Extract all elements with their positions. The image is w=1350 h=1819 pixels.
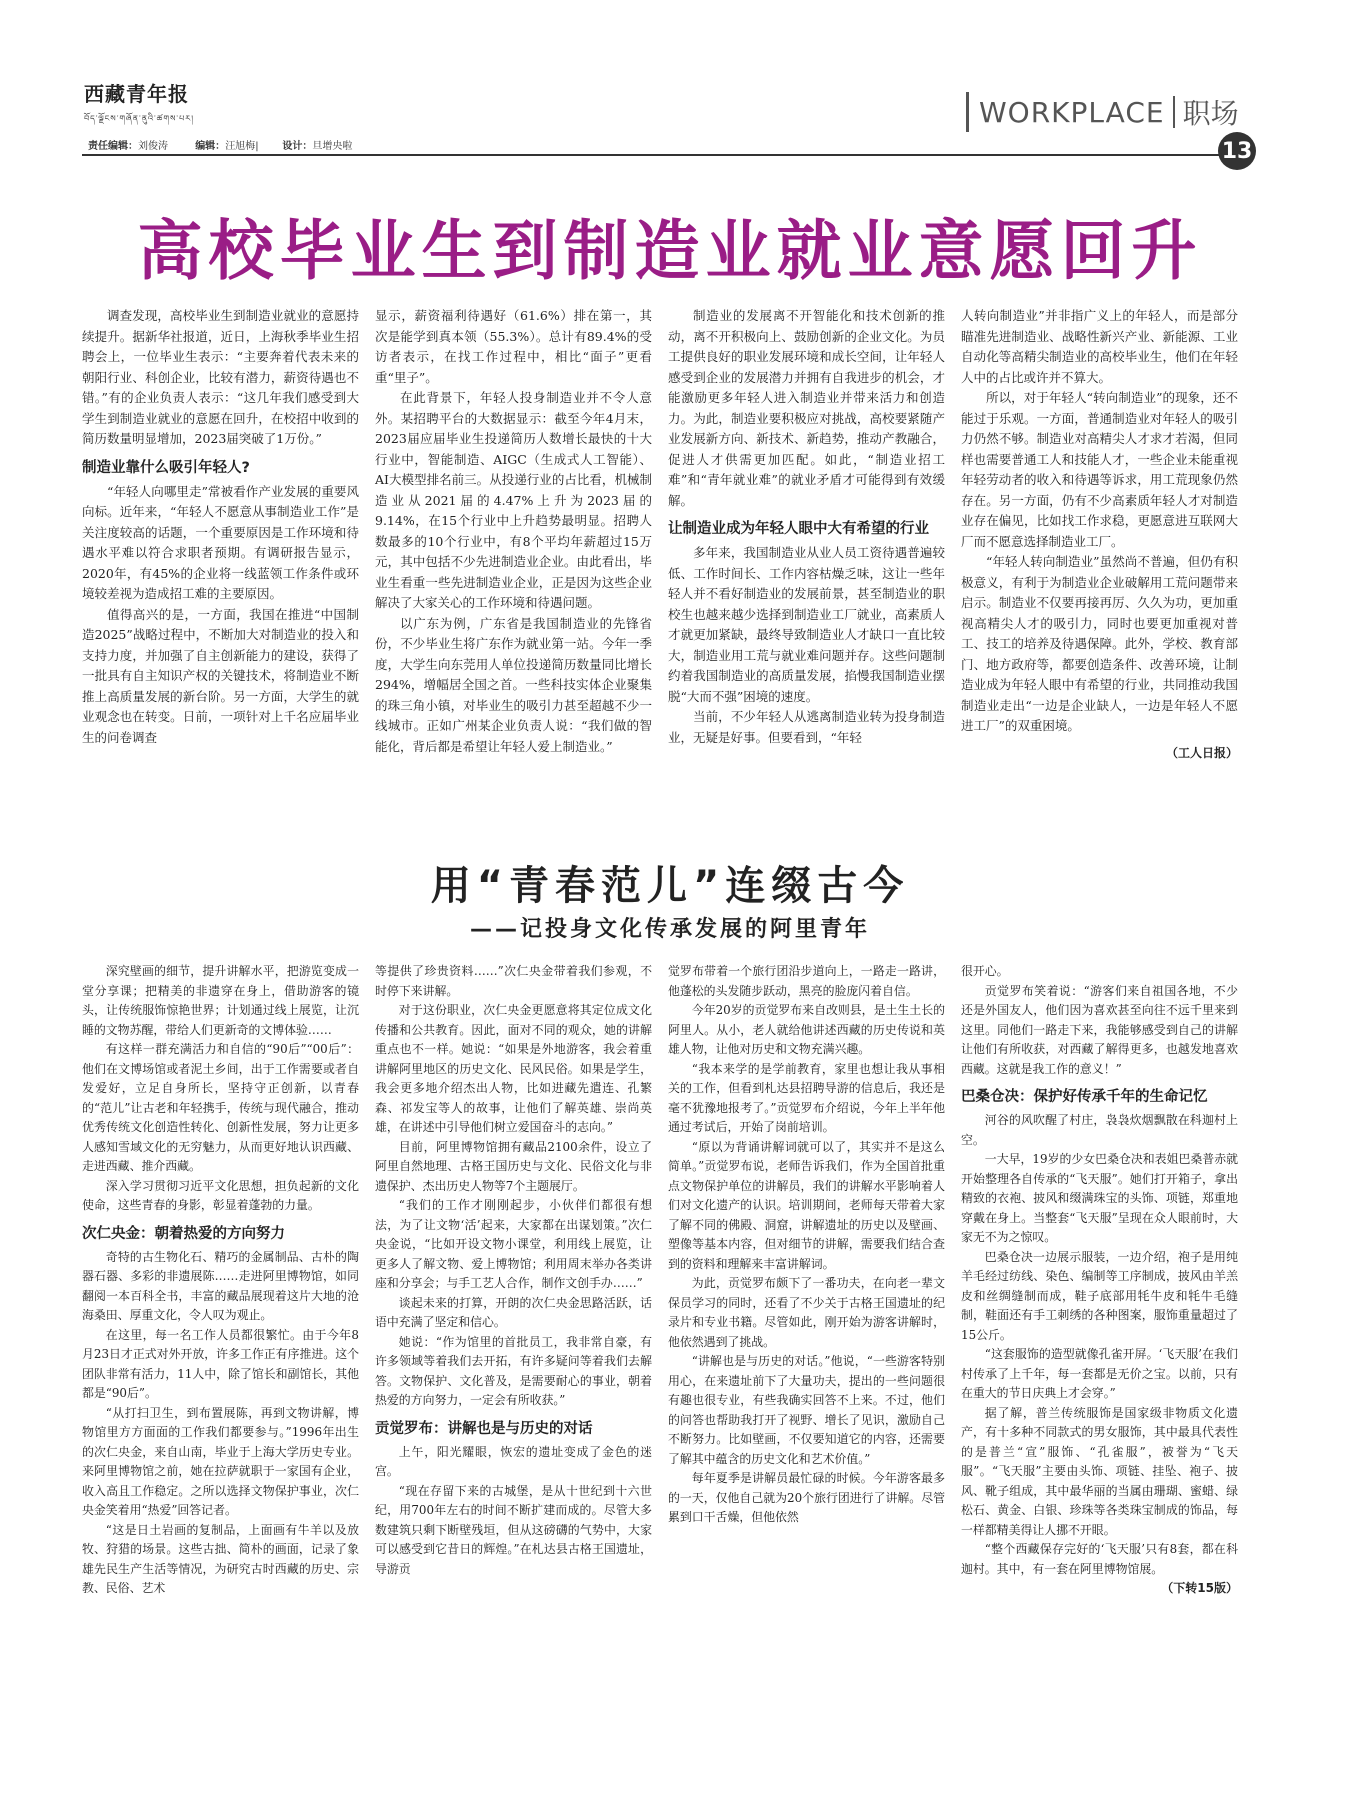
paragraph: 当前，不少年轻人从逃离制造业转为投身制造业，无疑是好事。但要看到，“年轻 bbox=[668, 709, 945, 745]
paragraph: “讲解也是与历史的对话。”他说，“一些游客特别用心，在来遗址前下了大量功夫，提出的一些问题很有趣也很专业，有些我确实回答不上来。不过，他们的问答也帮助我打开了视野、增长了见识，激励自己不断努力。比如壁画，不仅要知道它的内容，还需要了解其中蕴含的历史文化和艺术价值。” bbox=[668, 1354, 945, 1466]
paragraph: 巴桑仓决一边展示服装，一边介绍，袍子是用纯羊毛经过纺线、染色、编制等工序制成，披风由羊羔皮和丝绸缝制而成，鞋子底部用牦牛皮和牦牛毛缝制，鞋面还有手工刺绣的各种图案，服饰重量超过了15公斤。 bbox=[961, 1249, 1238, 1342]
article2-body bbox=[82, 962, 1238, 1599]
paragraph: 调查发现，高校毕业生到制造业就业的意愿持续提升。据新华社报道，近日，上海秋季毕业生招聘会上，一位毕业生表示：“主要奔着代表未来的朝阳行业、科创企业，比较有潜力，薪资待遇也不错。”有的企业负责人表示：“这几年我们感受到大学生到制造业就业的意愿在回升，在校招中收到的简历数量明显增加，2023届突破了1万份。” bbox=[82, 308, 359, 446]
paragraph: 觉罗布带着一个旅行团沿步道向上，一路走一路讲，他蓬松的头发随步跃动，黑亮的脸庞闪着自信。 bbox=[668, 964, 945, 998]
paragraph: 奇特的古生物化石、精巧的金属制品、古朴的陶器石器、多彩的非遗展陈……走进阿里博物馆，如同翻阅一本百科全书，丰富的藏品展现着这片大地的沧海桑田、厚重文化，令人叹为观止。 bbox=[82, 1249, 359, 1322]
paragraph: “我们的工作才刚刚起步，小伙伴们都很有想法，为了让文物‘活’起来，大家都在出谋划策。”次仁央金说，“比如开设文物小课堂，利用线上展览，让更多人了解文物、爱上博物馆；利用周末举办各类讲座和分享会；与手工艺人合作，制作文创手办……” bbox=[375, 1198, 652, 1290]
paragraph: 河谷的风吹醒了村庄，袅袅炊烟飘散在科迦村上空。 bbox=[961, 1113, 1238, 1147]
designer: 旦增央啦 bbox=[312, 141, 353, 152]
paragraph: 等提供了珍贵资料……”次仁央金带着我们参观，不时停下来讲解。 bbox=[375, 964, 652, 998]
paragraph: 她说：“作为馆里的首批员工，我非常自豪，有许多领域等着我们去开拓，有许多疑问等着我们去解答。文物保护、文化普及，是需要耐心的事业，朝着热爱的方向努力，一定会有所收获。” bbox=[375, 1334, 652, 1407]
paragraph: “整个西藏保存完好的‘飞天服’只有8套，都在科迦村。其中，有一套在阿里博物馆展。 bbox=[961, 1542, 1238, 1576]
paragraph: 值得高兴的是，一方面，我国在推进“中国制造2025”战略过程中，不断加大对制造业的投入和支持力度，并加强了自主创新能力的建设，获得了一批具有自主知识产权的关键技术，将制造业不断推上高质量发展的新台阶。另一方面，大学生的就业观念也在转变。日前，一项针对上千名应届毕业生的问卷调查 bbox=[82, 606, 359, 745]
paragraph: 在此背景下，年轻人投身制造业并不令人意外。某招聘平台的大数据显示：截至今年4月末，2023届应届毕业生投递简历人数增长最快的十大行业中，智能制造、AIGC（生成式人工智能）、AI大模型排名前三。从投递行业的占比看，机械制造业从2021届的4.47%上升为2023届的9.14%，在15个行业中上升趋势最明显。招聘人数最多的10个行业中，有8个平均年薪超过15万元，其中包括不少先进制造业企业。由此看出，毕业生看重一些先进制造业企业，正是因为这些企业解决了大家关心的工作环境和待遇问题。 bbox=[375, 390, 652, 610]
section-name-cn: 职场 bbox=[1182, 97, 1239, 130]
editor-in-charge: 刘俊涛 bbox=[138, 141, 168, 152]
paragraph: 以广东为例，广东省是我国制造业的先锋省份，不少毕业生将广东作为就业第一站。今年一季度，大学生向东莞用人单位投递简历数量同比增长294%，增幅居全国之首。一些科技实体企业聚集的珠三角小镇，对毕业生的吸引力甚至超越不少一线城市。正如广州某企业负责人说：“我们做的智能化，背后都是希望让年轻人爱上制造业。” bbox=[375, 615, 652, 754]
paragraph: 深究壁画的细节，提升讲解水平，把游览变成一堂分享课；把精美的非遗穿在身上，借助游客的镜头，让传统服饰惊艳世界；计划通过线上展览，让沉睡的文物苏醒，带给人们更新奇的文博体验…… bbox=[82, 964, 359, 1037]
paragraph: 所以，对于年轻人“转向制造业”的现象，还不能过于乐观。一方面，普通制造业对年轻人的吸引力仍然不够。制造业对高精尖人才求才若渴，但同样也需要普通工人和技能人才，一些企业未能重视年轻劳动者的收入和待遇等诉求，用工荒现象仍然存在。另一方面，仍有不少高素质年轻人才对制造业存在偏见，比如找工作求稳，更愿意进互联网大厂而不愿意选择制造业工厂。 bbox=[961, 390, 1238, 549]
article1-headline: 高校毕业生到制造业就业意愿回升 bbox=[137, 214, 1203, 289]
paragraph: 每年夏季是讲解员最忙碌的时候。今年游客最多的一天，仅他自己就为20个旅行团进行了讲解。尽管累到口干舌燥，但他依然 bbox=[668, 1471, 945, 1524]
credits: 责任编辑：刘俊涛 编辑：汪旭梅| 设计：旦增央啦 bbox=[88, 141, 353, 152]
article2-col1 bbox=[82, 962, 359, 1599]
section-name-en: WORKPLACE bbox=[979, 95, 1165, 129]
section-divider bbox=[1173, 96, 1175, 128]
article1-col4 bbox=[961, 306, 1238, 763]
header-rule bbox=[82, 154, 1252, 156]
page-number: 13 bbox=[1218, 132, 1256, 170]
paragraph: 今年20岁的贡觉罗布来自改则县，是土生土长的阿里人。从小，老人就给他讲述西藏的历史传说和英雄人物，让他对历史和文物充满兴趣。 bbox=[668, 1003, 945, 1056]
paragraph: 很开心。 bbox=[961, 964, 1009, 978]
masthead bbox=[84, 78, 194, 132]
paragraph: “现在存留下来的古城堡，是从十世纪到十六世纪，用700年左右的时间不断扩建而成的。尽管大多数建筑只剩下断壁残垣，但从这磅礴的气势中，大家可以感受到它昔日的辉煌。”在札达县古格王国遗址，导游贡 bbox=[375, 1483, 652, 1576]
article2-col3 bbox=[668, 962, 945, 1599]
article2-subheadline: ——记投身文化传承发展的阿里青年 bbox=[469, 917, 870, 942]
continued-note: （下转15版） bbox=[1161, 1581, 1238, 1595]
article2-headline: 用“青春范儿”连缀古今 bbox=[430, 863, 910, 909]
paragraph: 目前，阿里博物馆拥有藏品2100余件，设立了阿里自然地理、古格王国历史与文化、民俗文化与非遗保护、杰出历史人物等7个主题展厅。 bbox=[375, 1139, 652, 1193]
paragraph: 深入学习贯彻习近平文化思想，担负起新的文化使命，这些青春的身影，彰显着蓬勃的力量。 bbox=[82, 1178, 359, 1212]
editor-label: 编辑： bbox=[195, 141, 226, 152]
editor-in-charge-label: 责任编辑： bbox=[88, 141, 138, 152]
paragraph: 对于这份职业，次仁央金更愿意将其定位成文化传播和公共教育。因此，面对不同的观众，她的讲解重点也不一样。她说：“如果是外地游客，我会着重讲解阿里地区的历史文化、民风民俗。如果是学生，我会更多地介绍杰出人物，比如进藏先遣连、孔繁森、祁发宝等人的故事，让他们了解英雄、崇尚英雄，在讲述中引导他们树立爱国奋斗的志向。” bbox=[375, 1003, 652, 1134]
paragraph: “年轻人向哪里走”常被看作产业发展的重要风向标。近年来，“年轻人不愿意从事制造业工作”是关注度较高的话题，一个重要原因是工作环境和待遇水平难以符合求职者预期。有调研报告显示，2020年，有45%的企业将一线蓝领工作条件或环境较差视为造成招工难的主要原因。 bbox=[82, 483, 359, 601]
paragraph: 谈起未来的打算，开朗的次仁央金思路活跃，话语中充满了坚定和信心。 bbox=[375, 1295, 652, 1329]
paragraph: 显示，薪资福利待遇好（61.6%）排在第一，其次是能学到真本领（55.3%）。总计有89.4%的受访者表示，在找工作过程中，相比“面子”更看重“里子”。 bbox=[375, 308, 652, 385]
paragraph: 制造业的发展离不开智能化和技术创新的推动，离不开积极向上、鼓励创新的企业文化。为员工提供良好的职业发展环境和成长空间，让年轻人感受到企业的发展潜力并拥有自我进步的机会，才能激励更多年轻人进入制造业并带来活力和创造力。为此，制造业要积极应对挑战，高校要紧随产业发展新方向、新技术、新趋势，推动产教融合，促进人才供需更加匹配。如此，“制造业招工难”和“青年就业难”的就业矛盾才可能得到有效缓解。 bbox=[668, 308, 945, 508]
editor: 汪旭梅 bbox=[225, 141, 256, 152]
article1-col1 bbox=[82, 306, 359, 763]
paragraph: 上午，阳光耀眼，恢宏的遗址变成了金色的迷宫。 bbox=[375, 1444, 652, 1478]
paragraph: 多年来，我国制造业从业人员工资待遇普遍较低、工作时间长、工作内容枯燥乏味，这让一些年轻人并不看好制造业的发展前景，甚至制造业的职校生也越来越少选择到制造业工厂就业，高素质人才就更加紧缺，最终导致制造业人才缺口一直比较大，制造业用工荒与就业难问题并存。这些问题制约着我国制造业的高质量发展，掐慢我国制造业摆脱“大而不强”困境的速度。 bbox=[668, 545, 945, 704]
section-bar bbox=[966, 92, 969, 132]
paragraph: 据了解，普兰传统服饰是国家级非物质文化遗产，有十多种不同款式的男女服饰，其中最具代表性的是普兰“宣”服饰、“孔雀服”，被誉为“飞天服”。“飞天服”主要由头饰、项链、挂坠、袍子、披风、靴子组成，其中最华丽的当属由珊瑚、蜜蜡、绿松石、黄金、白银、珍珠等各类珠宝制成的饰品，每一样都精美得让人挪不开眼。 bbox=[961, 1405, 1238, 1537]
article1-col3 bbox=[668, 306, 945, 763]
newspaper-name-tibetan: བོད་ལྗོངས་གཞོན་ནུའི་ཚགས་པར། bbox=[84, 114, 194, 123]
paragraph: 贡觉罗布笑着说：“游客们来自祖国各地，不少还是外国友人，他们因为喜欢甚至向往不远千里来到这里。同他们一路走下来，我能够感受到自己的讲解让他们有所收获，对西藏了解得更多，也越发地喜欢西藏。这就是我工作的意义！” bbox=[961, 983, 1238, 1076]
article1-source: （工人日报） bbox=[1165, 745, 1238, 760]
section-tag bbox=[966, 92, 1239, 132]
subheading: 让制造业成为年轻人眼中大有希望的行业 bbox=[668, 521, 929, 537]
article2-col4 bbox=[961, 962, 1238, 1599]
newspaper-name: 西藏青年报 bbox=[84, 82, 189, 106]
subheading: 巴桑仓决：保护好传承千年的生命记忆 bbox=[961, 1089, 1208, 1105]
paragraph: “原以为背诵讲解词就可以了，其实并不是这么简单。”贡觉罗布说，老师告诉我们，作为全国首批重点文物保护单位的讲解员，我们的讲解水平影响着人们对文化遗产的认识。培训期间，老师每天带着大家了解不同的佛殿、洞窟，讲解遗址的历史以及壁画、塑像等基本内容，但对细节的讲解，需要我们结合查到的资料和理解来丰富讲解词。 bbox=[668, 1139, 945, 1271]
subheading: 次仁央金：朝着热爱的方向努力 bbox=[82, 1225, 285, 1242]
article1-body bbox=[82, 306, 1238, 763]
paragraph: “从打扫卫生，到布置展陈，再到文物讲解，博物馆里方方面面的工作我们都要参与。”1996年出生的次仁央金，来自山南，毕业于上海大学历史专业。来阿里博物馆之前，她在拉萨就职于一家国有企业，收入高且工作稳定。之所以选择文物保护事业，次仁央金笑着用“热爱”回答记者。 bbox=[82, 1405, 359, 1517]
subheading: 贡觉罗布：讲解也是与历史的对话 bbox=[375, 1420, 593, 1437]
paragraph: 有这样一群充满活力和自信的“90后”“00后”：他们在文博场馆或者泥土乡间，出于工作需要或者自发爱好，立足自身所长，坚持守正创新，以青春的“范儿”让古老和年轻携手，传统与现代融合，推动优秀传统文化创造性转化、创新性发展，努力让更多人感知雪域文化的无穷魅力，从而更好地认识西藏、走进西藏、推介西藏。 bbox=[82, 1042, 359, 1173]
paragraph: “我本来学的是学前教育，家里也想让我从事相关的工作，但看到札达县招聘导游的信息后，我还是毫不犹豫地报考了。”贡觉罗布介绍说，今年上半年他通过考试后，开始了岗前培训。 bbox=[668, 1061, 945, 1134]
paragraph: 一大早，19岁的少女巴桑仓决和表姐巴桑普赤就开始整理各自传承的“飞天服”。她们打开箱子，拿出精致的衣袍、披风和缀满珠宝的头饰、项链，郑重地穿戴在身上。当整套“飞天服”呈现在众人眼前时，大家无不为之惊叹。 bbox=[961, 1152, 1238, 1244]
paragraph: “这是日土岩画的复制品，上面画有牛羊以及放牧、狩猎的场景。这些古拙、简朴的画面，记录了象雄先民生产生活等情况，为研究古时西藏的历史、宗教、民俗、艺术 bbox=[82, 1522, 359, 1595]
paragraph: 人转向制造业”并非指广义上的年轻人，而是部分瞄准先进制造业、战略性新兴产业、新能源、工业自动化等高精尖制造业的高校毕业生，他们在年轻人中的占比或许并不算大。 bbox=[961, 308, 1238, 385]
paragraph: “这套服饰的造型就像孔雀开屏。‘飞天服’在我们村传承了上千年，每一套都是无价之宝。以前，只有在重大的节日庆典上才会穿。” bbox=[961, 1347, 1238, 1400]
paragraph: 为此，贡觉罗布颇下了一番功夫，在向老一辈文保员学习的同时，还看了不少关于古格王国遗址的纪录片和专业书籍。尽管如此，刚开始为游客讲解时，他依然遇到了挑战。 bbox=[668, 1276, 945, 1349]
article2-col2 bbox=[375, 962, 652, 1599]
subheading: 制造业靠什么吸引年轻人? bbox=[82, 459, 250, 476]
designer-label: 设计： bbox=[282, 141, 313, 152]
article1-col2 bbox=[375, 306, 652, 763]
paragraph: 在这里，每一名工作人员都很繁忙。由于今年8月23日才正式对外开放，许多工作正有序推进。这个团队非常有活力，11人中，除了馆长和副馆长，其他都是“90后”。 bbox=[82, 1327, 359, 1400]
paragraph: “年轻人转向制造业”虽然尚不普遍，但仍有积极意义，有利于为制造业企业破解用工荒问题带来启示。制造业不仅要再接再厉、久久为功，更加重视高精尖人才的吸引力，同时也要更加重视对普工、技工的培养及待遇保障。此外，学校、教育部门、地方政府等，都要创造条件、改善环境，让制造业成为年轻人眼中有希望的行业，共同推动我国制造业走出“一边是企业缺人，一边是年轻人不愿进工厂”的双重困境。 bbox=[961, 554, 1238, 733]
